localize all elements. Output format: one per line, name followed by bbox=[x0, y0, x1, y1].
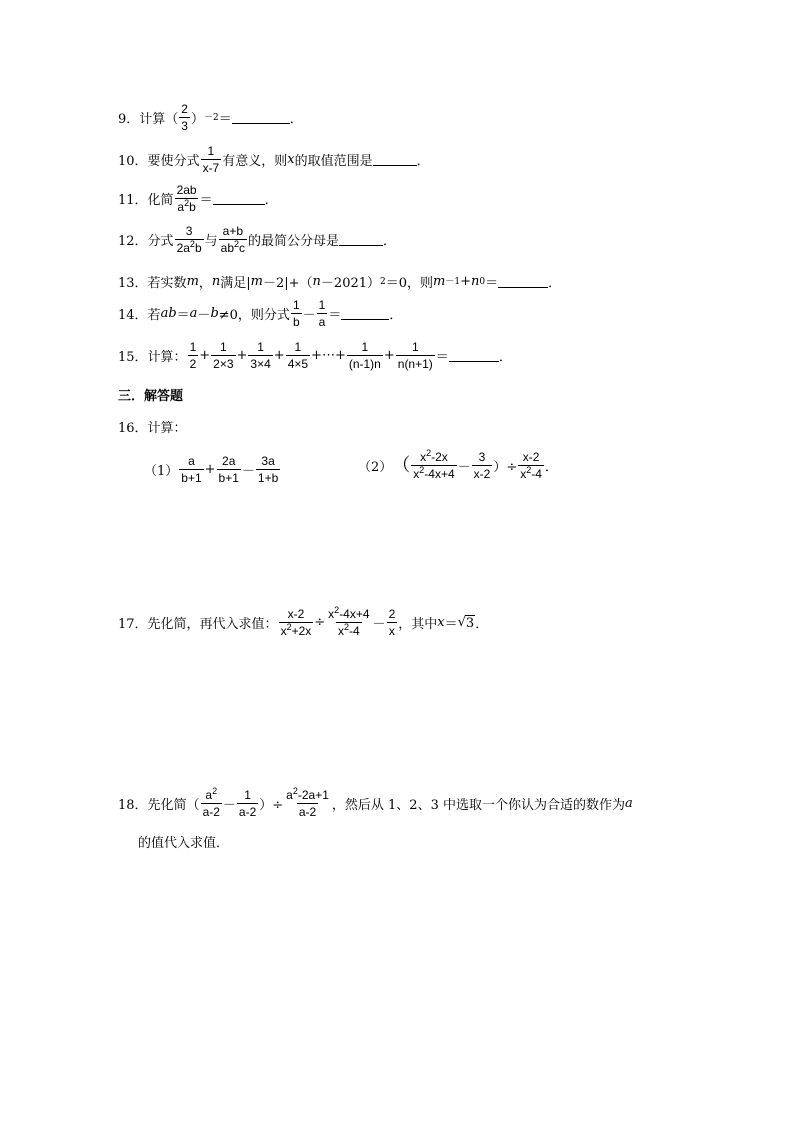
fraction: $\frac{1}{2\times 3}$ bbox=[213, 340, 234, 371]
fraction: $\frac{1}{3\times 4}$ bbox=[250, 340, 271, 371]
answer-blank bbox=[373, 153, 417, 166]
fraction: $\frac{2}{x}$ bbox=[388, 607, 396, 638]
fraction: $\frac{x-2}{x^2+2x}$ bbox=[280, 607, 312, 638]
answer-blank bbox=[213, 192, 265, 205]
answer-blank bbox=[449, 349, 499, 362]
fraction: $\frac{2a}{b+1}$ bbox=[218, 454, 239, 485]
answer-blank bbox=[498, 275, 548, 288]
question-9: 9． 计算（ $\frac{2}{3}$ ） －2 ＝ ． bbox=[118, 102, 303, 133]
fraction-2-3: $\frac{2}{3}$ bbox=[181, 102, 188, 133]
question-10: 10． 要使分式 $\frac{1}{x-7}$ 有意义，则 x 的取值范围是 ． bbox=[118, 144, 430, 175]
question-11: 11． 化简 $\frac{2ab}{a^2b}$ ＝ ． bbox=[118, 183, 278, 214]
question-14: 14． 若 ab ＝ a － b ≠0，则分式 $\frac{1}{b}$ － $\frac{1}{a}$ ＝ ． bbox=[118, 298, 403, 329]
question-12: 12． 分式 $\frac{3}{2a^2b}$ 与 $\frac{a+b}{ab^2c}$ 的最简公分母是 ． bbox=[118, 224, 397, 255]
fraction: $\frac{1}{b}$ bbox=[292, 298, 300, 329]
fraction: $\frac{a}{b+1}$ bbox=[181, 454, 202, 485]
fraction: $\frac{a^2-2a+1}{a-2}$ bbox=[286, 786, 329, 819]
question-13: 13． 若实数 m ， n 满足| m －2|+（ n －2021） 2 ＝0，则 m －1 + n 0 ＝ ． bbox=[118, 274, 562, 291]
answer-blank bbox=[339, 233, 383, 246]
question-16-part-2: （2） （ $\frac{x^2-2x}{x^2-4x+4}$ － $\frac{3}{x-2}$ ）÷ $\frac{x-2}{x^2-4}$ ． bbox=[358, 448, 558, 481]
question-15: 15． 计算： $\frac{1}{2}$ + $\frac{1}{2\times 3}$ + $\frac{1}{3\times 4}$ + $\frac{1}{4\times 5}$ +⋯+ $\frac{1}{(n-1)n}$ + $\frac{1}{n(n+1)}$ ＝ ． bbox=[118, 340, 512, 371]
fraction: $\frac{x-2}{x^2-4}$ bbox=[520, 450, 542, 481]
answer-blank bbox=[341, 307, 389, 320]
answer-blank bbox=[232, 111, 290, 124]
fraction: $\frac{1}{a-2}$ bbox=[238, 788, 257, 819]
fraction: $\frac{3a}{1+b}$ bbox=[257, 454, 279, 485]
fraction: $\frac{1}{(n-1)n}$ bbox=[348, 340, 381, 371]
question-17: 17． 先化简，再代入求值： $\frac{x-2}{x^2+2x}$ ÷ $\frac{x^2-4x+4}{x^2-4}$ － $\frac{2}{x}$ ，其中 x ＝ √ 3 ． bbox=[118, 605, 489, 638]
fraction: $\frac{2ab}{a^2b}$ bbox=[176, 183, 197, 214]
fraction: $\frac{1}{4\times 5}$ bbox=[287, 340, 309, 371]
question-16-part-1: （1） $\frac{a}{b+1}$ + $\frac{2a}{b+1}$ － $\frac{3a}{1+b}$ bbox=[144, 454, 279, 485]
fraction: $\frac{1}{x-7}$ bbox=[202, 144, 220, 175]
fraction: $\frac{x^2-4x+4}{x^2-4}$ bbox=[328, 605, 370, 638]
question-18-line-2: 的值代入求值． bbox=[138, 836, 230, 851]
fraction: $\frac{a+b}{ab^2c}$ bbox=[220, 224, 246, 255]
fraction: $\frac{1}{a}$ bbox=[318, 298, 326, 329]
fraction: $\frac{3}{2a^2b}$ bbox=[176, 224, 202, 255]
fraction: $\frac{1}{2}$ bbox=[189, 340, 197, 371]
fraction: $\frac{a^2}{a-2}$ bbox=[202, 786, 220, 819]
fraction: $\frac{1}{n(n+1)}$ bbox=[397, 340, 433, 371]
question-16: 16． 计算： bbox=[118, 421, 187, 436]
sqrt-symbol: √ bbox=[457, 615, 466, 630]
fraction: $\frac{x^2-2x}{x^2-4x+4}$ bbox=[413, 448, 455, 481]
fraction: $\frac{3}{x-2}$ bbox=[473, 450, 491, 481]
section-title: 三．解答题 bbox=[118, 389, 184, 404]
question-18: 18． 先化简（ $\frac{a^2}{a-2}$ － $\frac{1}{a-2}$ ）÷ $\frac{a^2-2a+1}{a-2}$ ，然后从 1、2、3 中选取一个你认为合适的数作为 a bbox=[118, 786, 633, 819]
